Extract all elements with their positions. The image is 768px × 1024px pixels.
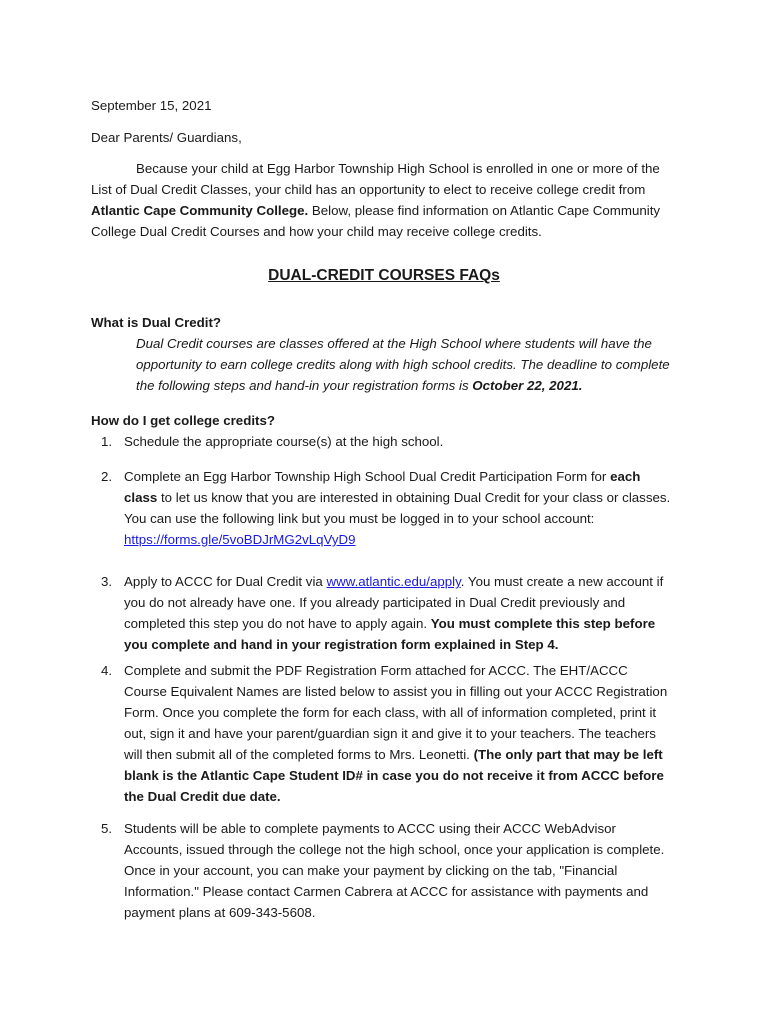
list-item: 3. Apply to ACCC for Dual Credit via www.atlantic.edu/apply. You must create a new account if you do not already have one. If you already participated in Dual Credit previously and completed this step you do not have to apply again. You must complete this step before you complete and hand in your registration form explained in Step 4. [101,574,664,652]
participation-form-link[interactable]: https://forms.gle/5voBDJrMG2vLqVyD9 [124,532,356,547]
letter-date: September 15, 2021 [91,98,212,113]
apply-link[interactable]: www.atlantic.edu/apply [326,574,461,589]
faq-question: What is Dual Credit? [91,315,222,330]
faq-question: How do I get college credits? [91,413,275,428]
salutation: Dear Parents/ Guardians, [91,130,242,145]
college-name: Atlantic Cape Community College. [91,203,309,218]
intro-paragraph [91,158,671,242]
list-item: 2. Complete an Egg Harbor Township High School Dual Credit Participation Form for each class to let us know that you are interested in obtaining Dual Credit for your class or classes. You can use the following link but you must be logged in to your school account: https://forms.gle/5voBDJrMG2vLqVyD9 [101,469,671,547]
list-item: 5. Students will be able to complete payments to ACCC using their ACCC WebAdvisor Accounts, issued through the college not the high school, once your application is complete. Once in your account, you can make your payment by clicking on the tab, "Financial Information." Please contact Carmen Cabrera at ACCC for assistance with payments and payment plans at 609-343-5608. [101,821,665,920]
intro-text: Because your child at Egg Harbor Township High School is enrolled in one or more of the List of Dual Credit Classes, your child has an opportunity to elect to receive college credit from [91,161,660,197]
page-title: DUAL-CREDIT COURSES FAQs [268,267,500,284]
list-item: 4. Complete and submit the PDF Registration Form attached for ACCC. The EHT/ACCC Course Equivalent Names are listed below to assist you in filling out your ACCC Registration Form. Once you complete the form for each class, with all of information completed, print it out, sign it and have your parent/guardian sign it and give it to your teachers. The teachers will then submit all of the completed forms to Mrs. Leonetti. (The only part that may be left blank is the Atlantic Cape Student ID# in case you do not receive it from ACCC before the Dual Credit due date. [101,663,668,804]
deadline: October 22, 2021. [472,378,583,393]
intro-text-2: Below, please find information on Atlantic Cape Community College Dual Credit Courses and how your child may receive college credits. [91,203,661,239]
list-item: 1. Schedule the appropriate course(s) at the high school. [101,434,444,449]
faq-answer: Dual Credit courses are classes offered at the High School where students will have the opportunity to earn college credits along with high school credits. The deadline to complete the following steps and hand-in your registration forms is October 22, 2021. [136,336,670,393]
